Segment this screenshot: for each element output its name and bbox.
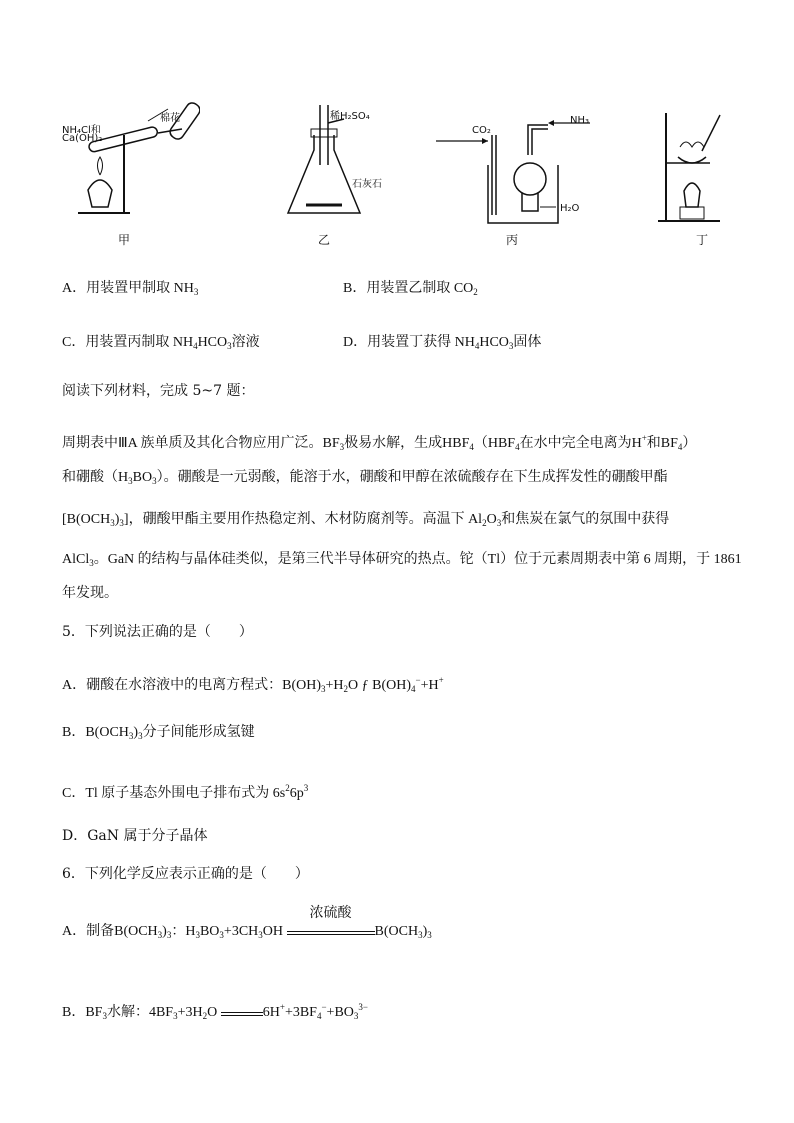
q4-option-d: D．用装置丁获得 $NH_4HCO_3$固体 — [343, 335, 542, 351]
reading-line-5: 年发现。 — [62, 585, 118, 601]
label-co2: CO₂ — [472, 125, 491, 136]
apparatus-figures — [60, 95, 750, 255]
reading-intro: 阅读下列材料，完成 5~7 题： — [62, 383, 255, 399]
label-cotton: 棉花 — [160, 113, 180, 124]
caption-ding: 丁 — [696, 233, 709, 247]
q4-option-a: A．用装置甲制取 $NH_3$ — [62, 281, 199, 297]
q5-option-b: B．$B(OCH_3)_3$分子间能形成氢键 — [62, 725, 255, 741]
label-reagent-2: Ca(OH)₂ — [62, 133, 103, 144]
reaction-condition: 浓硫酸 — [287, 922, 375, 935]
label-nh3: NH₃ — [570, 115, 590, 126]
reading-line-1: 周期表中ⅢA 族单质及其化合物应用广泛。$BF_3$极易水解，生成$HBF_4(HBF_4$在水中完全电离为H+和$BF_4$） — [62, 433, 697, 452]
reading-line-2: 和硼酸$(H_3BO_3)$。硼酸是一元弱酸，能溶于水，硼酸和甲醇在浓硫酸存在下生成挥发性的硼酸甲酯 — [62, 470, 668, 486]
q4-option-b: B．用装置乙制取 $CO_2$ — [343, 281, 478, 297]
label-reagent-1: NH₄Cl和 — [62, 125, 101, 136]
q6-stem: 6．下列化学反应表示正确的是（ ） — [62, 866, 309, 882]
caption-jia: 甲 — [118, 233, 131, 247]
q5-stem: 5．下列说法正确的是（ ） — [62, 624, 253, 640]
equals-sign — [221, 1003, 263, 1016]
label-solid: 石灰石 — [352, 179, 382, 190]
caption-yi: 乙 — [318, 233, 331, 247]
q6-option-a: A．制备$B(OCH_3)_3$：$H_3BO_3+3CH_3OH$ 浓硫酸 $B(OCH_3)_3$ — [62, 906, 432, 940]
q5-option-d: D．GaN 属于分子晶体 — [62, 828, 208, 844]
reading-line-4: AlCl$_3$。GaN 的结构与晶体硅类似，是第三代半导体研究的热点。铊（Tl）位于元素周期表中第 6 周期，于 1861 — [62, 552, 742, 568]
q4-option-c: C．用装置丙制取 $NH_4HCO_3$溶液 — [62, 335, 260, 351]
reading-line-3: $[B(OCH_3)_3]$，硼酸甲酯主要用作热稳定剂、木材防腐剂等。高温下 $Al_2O_3$和焦炭在氯气的氛围中获得 — [62, 512, 670, 528]
label-water: H₂O — [560, 203, 580, 214]
q5-option-a: A．硼酸在水溶液中的电离方程式：$B(OH)_3+H_2O$ ƒ $B(OH)_4^-+H^+$ — [62, 675, 444, 694]
caption-bing: 丙 — [506, 233, 519, 247]
q5-option-c: C．Tl 原子基态外围电子排布式为 $6s^26p^3$ — [62, 783, 309, 801]
apparatus-ding-diagram — [650, 95, 730, 255]
label-acid: 稀H₂SO₄ — [330, 111, 370, 122]
q6-option-b: B．$BF_3$水解：$4BF_3+3H_2O$ $6H^++3BF_4^-+BO_3^{3-}$ — [62, 1002, 368, 1021]
